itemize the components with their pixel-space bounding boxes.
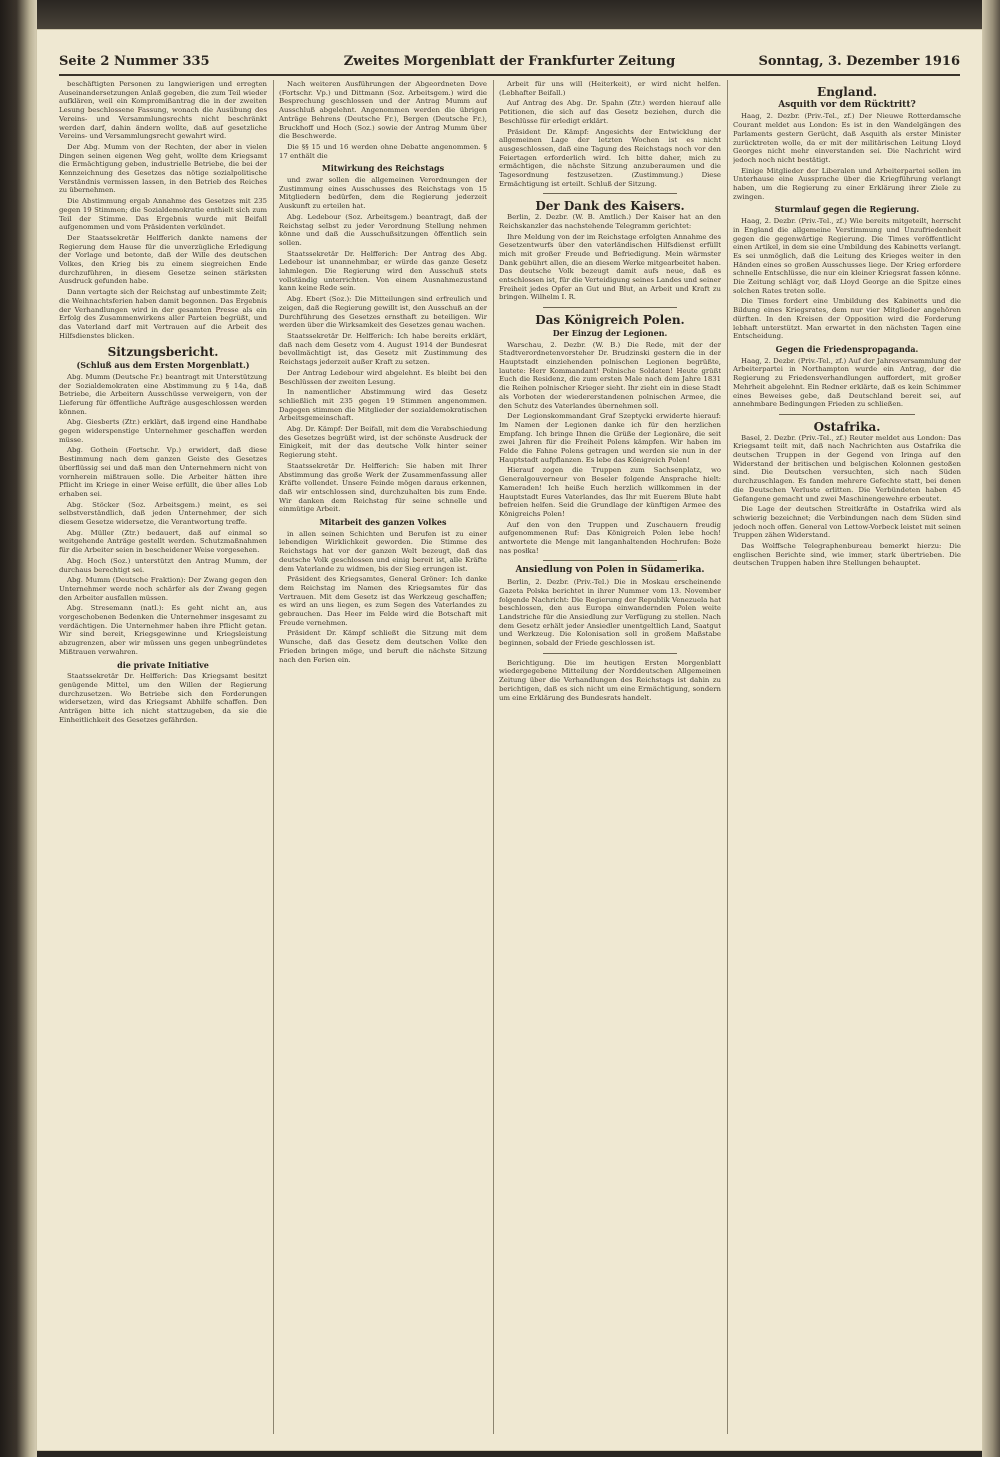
paragraph: Nach weiteren Ausführungen der Abgeordneten Dove (Fortschr. Vp.) und Dittmann (Soz. Arbeitsgem.) wird die Besprechung geschlossen und der Antrag Mumm auf Ausschluß abgelehnt. Angenommen werden die übrigen Anträge Behrens (Deutsche Fr.), Bergen (Deutsche Fr.), Bruckhoff und Hoch (Soz.) sowie der Antrag Mumm über die Beschwerde. <box>279 80 487 141</box>
paragraph: Staatssekretär Dr. Helfferich: Das Kriegsamt besitzt genügende Mittel, um den Willen der Regierung durchzusetzen. Wo Betriebe sich den Forderungen widersetzen, wird das Kriegsamt Abhilfe schaffen. Den Anträgen bitte ich nicht stattzugeben, da sie die Einheitlichkeit des Gesetzes gefährden. <box>59 672 267 724</box>
paragraph: Ihre Meldung von der im Reichstage erfolgten Annahme des Gesetzentwurfs über den vaterländischen Hilfsdienst erfüllt mich mit großer Freude und Befriedigung. Mein wärmster Dank gebührt allen, die an diesem Werke mitgearbeitet haben. Das deutsche Volk bezeugt damit aufs neue, daß es entschlossen ist, für die Verteidigung seines Landes und seiner Freiheit jedes Opfer an Gut und Blut, an Arbeit und Kraft zu bringen. Wilhelm I. R. <box>499 232 721 302</box>
paragraph: Abg. Hoch (Soz.) unterstützt den Antrag Mumm, der durchaus berechtigt sei. <box>59 556 267 574</box>
section-heading-sitzungsbericht: Sitzungsbericht. <box>107 345 219 360</box>
paragraph: Präsident Dr. Kämpf: Angesichts der Entwicklung der allgemeinen Lage der letzten Wochen ist es nicht ausgeschlossen, daß eine Tagung des Reichstags noch vor den Feiertagen erforderlich wird. Ich bitte daher, mich zu ermächtigen, die nächste Sitzung anzuberaumen und die Tagesordnung festzusetzen. (Zustimmung.) Diese Ermächtigung ist erteilt. Schluß der Sitzung. <box>499 127 721 188</box>
paragraph: Abg. Müller (Ztr.) bedauert, daß auf einmal so weitgehende Anträge gestellt werden. Schutzmaßnahmen für die Arbeiter seien in bescheidener Weise vorgesehen. <box>59 528 267 555</box>
paragraph: Präsident Dr. Kämpf schließt die Sitzung mit dem Wunsche, daß das Gesetz dem deutschen Volke den Frieden bringen möge, und beruft die nächste Sitzung nach den Ferien ein. <box>279 629 487 664</box>
paragraph: Auf den von den Truppen und Zuschauern freudig aufgenommenen Ruf: Das Königreich Polen lebe hoch! antwortete die Menge mit langanhaltenden Hochrufen: Boże nas posłka! <box>499 520 721 555</box>
section-rule <box>543 193 676 194</box>
scan-left-edge <box>0 0 37 1457</box>
paragraph: Abg. Dr. Kämpf: Der Beifall, mit dem die Verabschiedung des Gesetzes begrüßt wird, ist der schönste Ausdruck der Einigkeit, mit der das deutsche Volk hinter seiner Regierung steht. <box>279 425 487 460</box>
column-2 <box>279 80 487 1434</box>
paragraph: Die Lage der deutschen Streitkräfte in Ostafrika wird als schwierig bezeichnet; die Verbindungen nach dem Süden sind jedoch noch offen. General von Lettow-Vorbeck leistet mit seinen Truppen zähen Widerstand. <box>733 505 961 540</box>
paragraph: Abg. Mumm (Deutsche Fraktion): Der Zwang gegen den Unternehmer werde noch schärfer als der Zwang gegen den Arbeiter ausfallen müssen. <box>59 576 267 602</box>
paragraph: und zwar sollen die allgemeinen Verordnungen der Zustimmung eines Ausschusses des Reichstags von 15 Mitgliedern bedürfen, dem die Regierung jederzeit Auskunft zu erteilen hat. <box>279 176 487 211</box>
header-rule <box>59 74 960 76</box>
paragraph: Staatssekretär Dr. Helfferich: Ich habe bereits erklärt, daß nach dem Gesetz vom 4. August 1914 der Bundesrat bevollmächtigt ist, das Gesetz mit Zustimmung des Reichstags jederzeit außer Kraft zu setzen. <box>279 331 487 367</box>
paragraph: Staatssekretär Dr. Helfferich: Der Antrag des Abg. Ledebour ist unannehmbar, er würde das ganze Gesetz lahmlegen. Die Regierung wird den Ausschuß stets vollständig unterrichten. Von einem Ausnahmezustand kann keine Rede sein. <box>279 249 487 293</box>
paragraph: Staatssekretär Dr. Helfferich: Sie haben mit Ihrer Abstimmung das große Werk der Zusammenfassung aller Kräfte vollendet. Unsere Feinde mögen daraus erkennen, daß wir entschlossen sind, durchzuhalten bis zum Ende. Wir danken dem Reichstag für seine schnelle und einmütige Arbeit. <box>279 461 487 514</box>
paragraph: Die Abstimmung ergab Annahme des Gesetzes mit 235 gegen 19 Stimmen; die Sozialdemokratie enthielt sich zum Teil der Stimme. Das Ergebnis wurde mit Beifall aufgenommen und vom Präsidenten verkündet. <box>59 197 267 232</box>
page-number: Seite 2 Nummer 335 <box>59 54 210 69</box>
paragraph: Haag, 2. Dezbr. (Priv.-Tel., zf.) Der Nieuwe Rotterdamsche Courant meldet aus London: Es ist in den Wandelgängen des Parlaments gestern Gerücht, daß Asquith als erster Minister zurücktreten wolle, da er mit der militärischen Leitung Lloyd Georges nicht mehr einverstanden sei. Die Nachricht wird jedoch noch nicht bestätigt. <box>733 112 961 164</box>
paragraph: Haag, 2. Dezbr. (Priv.-Tel., zf.) Auf der Jahresversammlung der Arbeiterpartei in Northampton wurde ein Antrag, der die Regierung zu Friedensverhandlungen auffordert, mit großer Mehrheit abgelehnt. Ein Redner erklärte, daß es kein Schimmer eines Beweises gebe, daß Deutschland bereit sei, auf annehmbare Bedingungen Frieden zu schließen. <box>733 356 961 409</box>
section-heading-ansiedlung: Ansiedlung von Polen in Südamerika. <box>515 565 705 576</box>
paragraph: Abg. Gothein (Fortschr. Vp.) erwidert, daß diese Bestimmung nach dem ganzen Geiste des Gesetzes überflüssig sei und daß man den Unternehmern nicht von vornherein mißtrauen solle. Die Arbeiter hätten ihre Pflicht im Kriege in einer Weise erfüllt, die über alles Lob erhaben sei. <box>59 446 267 498</box>
paragraph: Berichtigung. Die im heutigen Ersten Morgenblatt wiedergegebene Mitteilung der Norddeutschen Allgemeinen Zeitung über die Verhandlungen des Reichstags ist dahin zu berichtigen, daß es sich nicht um eine Ermächtigung, sondern um eine Erklärung des Bundesrats handelt. <box>499 658 721 702</box>
section-rule <box>543 560 676 561</box>
paragraph: Der Staatssekretär Helfferich dankte namens der Regierung dem Hause für die unverzügliche Erledigung der Vorlage und betonte, daß der Wille des deutschen Volkes, den Krieg bis zu einem siegreichen Ende durchzuführen, in diesem Gesetze seinen stärksten Ausdruck gefunden habe. <box>59 233 267 286</box>
section-subheading-frieden: Gegen die Friedenspropaganda. <box>775 343 919 354</box>
paragraph: Der Legionskommandant Graf Szeptycki erwiderte hierauf: Im Namen der Legionen danke ich für den herzlichen Empfang. Ich bringe Ihnen die Grüße der Legionäre, die seit zwei Jahren für die Freiheit Polens kämpfen. Wir haben im Felde die Fahne Polens getragen und werden sie nun in der Hauptstadt aufpflanzen. Es lebe das Königreich Polen! <box>499 412 721 464</box>
column-1 <box>59 80 267 1434</box>
inline-heading: Mitarbeit des ganzen Volkes <box>319 517 447 528</box>
paragraph: Das Wolffsche Telegraphenbureau bemerkt hierzu: Die englischen Berichte sind, wie immer, stark übertrieben. Die deutschen Truppen haben ihre Stellungen behauptet. <box>733 542 961 568</box>
paragraph: in allen seinen Schichten und Berufen ist zu einer lebendigen Wirklichkeit geworden. Die Stimme des Reichstags hat vor der ganzen Welt bezeugt, daß das deutsche Volk geschlossen und einig bereit ist, alle Kräfte dem Vaterlande zu widmen, bis der Sieg errungen ist. <box>279 529 487 573</box>
paragraph: Arbeit für uns will (Heiterkeit), er wird nicht helfen. (Lebhafter Beifall.) <box>499 80 721 97</box>
inline-heading: Mitwirkung des Reichstags <box>321 163 445 174</box>
column-4 <box>733 80 961 1434</box>
paragraph: Berlin, 2. Dezbr. (Priv.-Tel.) Die in Moskau erscheinende Gazeta Polska berichtet in ihrer Nummer vom 13. November folgende Nachricht: Die Regierung der Republik Venezuela hat beschlossen, den aus Europa einwandernden Polen weite Landstriche für die Ansiedlung zur Verfügung zu stellen. Nach dem Gesetz erhält jeder Ansiedler unentgeltlich Land, Saatgut und Werkzeug. Die Kolonisation soll in großem Maßstabe beginnen, sobald der Friede geschlossen ist. <box>499 578 721 648</box>
section-subheading-sturmlauf: Sturmlauf gegen die Regierung. <box>774 204 920 215</box>
paragraph: Dann vertagte sich der Reichstag auf unbestimmte Zeit; die Weihnachtsferien haben damit begonnen. Das Ergebnis der Verhandlungen wird in der gesamten Presse als ein Erfolg des Zusammenwirkens aller Parteien begrüßt, und das Vaterland darf mit Vertrauen auf die Arbeit des Hilfsdienstes blicken. <box>59 288 267 340</box>
date-line: Sonntag, 3. Dezember 1916 <box>758 54 960 69</box>
page-header <box>59 54 960 74</box>
paragraph: beschäftigten Personen zu langwierigen und erregten Auseinandersetzungen Anlaß gegeben, die zum Teil wieder aufklären, weil ein Kompromißantrag die in der zweiten Lesung beschlossene Fassung, wonach die Ausübung des Vereins- und Versammlungsrechts nicht beschränkt werden darf, dahin ändern wollte, daß auf gesetzliche Vereins- und Versammlungsrecht gewahrt wird. <box>59 80 267 141</box>
section-heading-polen: Das Königreich Polen. <box>535 313 685 328</box>
section-rule <box>543 307 676 308</box>
paragraph: Basel, 2. Dezbr. (Priv.-Tel., zf.) Reuter meldet aus London: Das Kriegsamt teilt mit, daß nach Nachrichten aus Ostafrika die deutschen Truppen in der Gegend von Iringa auf den Widerstand der britischen und belgischen Kolonnen gestoßen sind. Die Deutschen versuchten, sich nach Süden durchzuschlagen. Es fanden mehrere Gefechte statt, bei denen die Deutschen Verluste erlitten. Die Verbündeten haben 45 Gefangene gemacht und zwei Maschinengewehre erbeutet. <box>733 433 961 503</box>
section-rule <box>543 653 676 654</box>
newspaper-page <box>37 30 982 1450</box>
paragraph: Der Antrag Ledebour wird abgelehnt. Es bleibt bei den Beschlüssen der zweiten Lesung. <box>279 368 487 386</box>
column-divider <box>493 80 494 1434</box>
paragraph: Berlin, 2. Dezbr. (W. B. Amtlich.) Der Kaiser hat an den Reichskanzler das nachstehende Telegramm gerichtet: <box>499 213 721 230</box>
section-heading-england: England. <box>817 85 877 99</box>
paragraph: Abg. Mumm (Deutsche Fr.) beantragt mit Unterstützung der Sozialdemokraten eine Abstimmung zu § 14a, daß Betriebe, die Arbeitern Ausschüsse verweigern, von der Lieferung für öffentliche Aufträge ausgeschlossen werden können. <box>59 372 267 416</box>
paragraph: Die §§ 15 und 16 werden ohne Debatte angenommen. § 17 enthält die <box>279 142 487 160</box>
section-subheading: (Schluß aus dem Ersten Morgenblatt.) <box>76 360 250 371</box>
section-heading-ostafrika: Ostafrika. <box>813 419 881 434</box>
paragraph: Haag, 2. Dezbr. (Priv.-Tel., zf.) Wie bereits mitgeteilt, herrscht in England die allgemeine Verstimmung und Unzufriedenheit gegen die gegenwärtige Regierung. Die Times veröffentlicht einen Artikel, in dem sie eine Umbildung des Kabinetts verlangt. Es sei unmöglich, daß die Leitung des Krieges weiter in den Händen eines so großen Ausschusses liege. Der Krieg erfordere schnelle Entschlüsse, die nur ein kleiner Kriegsrat fassen könne. Die Zeitung schlägt vor, daß Lloyd George an die Spitze eines solchen Rates treten solle. <box>733 217 961 295</box>
section-subheading-asquith: Asquith vor dem Rücktritt? <box>778 99 916 110</box>
section-subheading: Der Einzug der Legionen. <box>552 327 668 338</box>
scan-right-edge <box>982 0 1000 1457</box>
paragraph: Abg. Ledebour (Soz. Arbeitsgem.) beantragt, daß der Reichstag selbst zu jeder Verordnung Stellung nehmen könne und daß die Ausschußsitzungen öffentlich sein sollen. <box>279 212 487 247</box>
paragraph: Hierauf zogen die Truppen zum Sachsenplatz, wo Generalgouverneur von Beseler folgende Ansprache hielt: Kameraden! Ich heiße Euch herzlich willkommen in der Hauptstadt Eures Vaterlandes, das Ihr mit Euerem Blute habt befreien helfen. Seid die Grundlage der künftigen Armee des Königreichs Polen! <box>499 466 721 518</box>
masthead: Zweites Morgenblatt der Frankfurter Zeitung <box>343 54 676 69</box>
paragraph: Abg. Ebert (Soz.): Die Mitteilungen sind erfreulich und zeigen, daß die Regierung gewillt ist, den Ausschuß an der Durchführung des Gesetzes ernsthaft zu beteiligen. Wir werden über die Wirksamkeit des Gesetzes genau wachen. <box>279 295 487 330</box>
section-rule <box>779 414 916 415</box>
scan-top-border <box>0 0 1000 30</box>
paragraph: Warschau, 2. Dezbr. (W. B.) Die Rede, mit der der Stadtverordnetenvorsteher Dr. Brudzinski gestern die in der Hauptstadt einziehenden polnischen Legionen begrüßte, lautete: Herr Kommandant! Polnische Soldaten! Heute grüßt Euch die Residenz, die zum ersten Male nach dem Jahre 1831 die Reihen polnischer Krieger sieht. Ihr zieht ein in diese Stadt als Vorboten der wiedererstandenen polnischen Armee, die den Schutz des Vaterlandes übernehmen soll. <box>499 340 721 410</box>
section-heading-kaiser: Der Dank des Kaisers. <box>535 199 685 214</box>
paragraph: Abg. Stresemann (natl.): Es geht nicht an, aus vorgeschobenen Bedenken die Unternehmer insgesamt zu verdächtigen. Die Unternehmer haben ihre Pflicht getan. Wir sind bereit, Kriegsgewinne und Kriegsleistung abzugrenzen, aber wir müssen uns gegen unbegründetes Mißtrauen verwahren. <box>59 604 267 656</box>
paragraph: Der Abg. Mumm von der Rechten, der aber in vielen Dingen seinen eigenen Weg geht, wollte dem Kriegsamt die Ermächtigung geben, industrielle Betriebe, die bei der Kennzeichnung des Gesetzes das nötige sozialpolitische Verständnis vermissen lassen, in den Betrieb des Reiches zu übernehmen. <box>59 142 267 195</box>
paragraph: Abg. Giesberts (Ztr.) erklärt, daß irgend eine Handhabe gegen widerspenstige Unternehmer geschaffen werden müsse. <box>59 418 267 444</box>
paragraph: Abg. Stöcker (Soz. Arbeitsgem.) meint, es sei selbstverständlich, daß jeden Unternehmer, der sich diesem Gesetze widersetze, die Verantwortung treffe. <box>59 500 267 527</box>
paragraph: In namentlicher Abstimmung wird das Gesetz schließlich mit 235 gegen 19 Stimmen angenommen. Dagegen stimmen die Mitglieder der sozialdemokratischen Arbeitsgemeinschaft. <box>279 388 487 423</box>
paragraph: Auf Antrag des Abg. Dr. Spahn (Ztr.) werden hierauf alle Petitionen, die sich auf das Gesetz beziehen, durch die Beschlüsse für erledigt erklärt. <box>499 99 721 125</box>
inline-heading: die private Initiative <box>117 659 209 670</box>
column-divider <box>273 80 274 1434</box>
column-3 <box>499 80 721 1434</box>
paragraph: Präsident des Kriegsamtes, General Gröner: Ich danke dem Reichstag im Namen des Kriegsamtes für das Vertrauen. Mit dem Gesetz ist das Werkzeug geschaffen; es wird an uns liegen, es zum Segen des Vaterlandes zu gebrauchen. Das Heer im Felde wird die Botschaft mit Freude vernehmen. <box>279 575 487 627</box>
paragraph: Die Times fordert eine Umbildung des Kabinetts und die Bildung eines Kriegsrates, dem nur vier Mitglieder angehören dürften. In den Kreisen der Opposition wird die Forderung lebhaft unterstützt. Man erwartet in den nächsten Tagen eine Entscheidung. <box>733 297 961 341</box>
paragraph: Einige Mitglieder der Liberalen und Arbeiterpartei sollen im Unterhause eine Aussprache über die Kriegführung verlangt haben, um die Regierung zu einer Erklärung ihrer Ziele zu zwingen. <box>733 166 961 201</box>
column-divider <box>727 80 728 1434</box>
